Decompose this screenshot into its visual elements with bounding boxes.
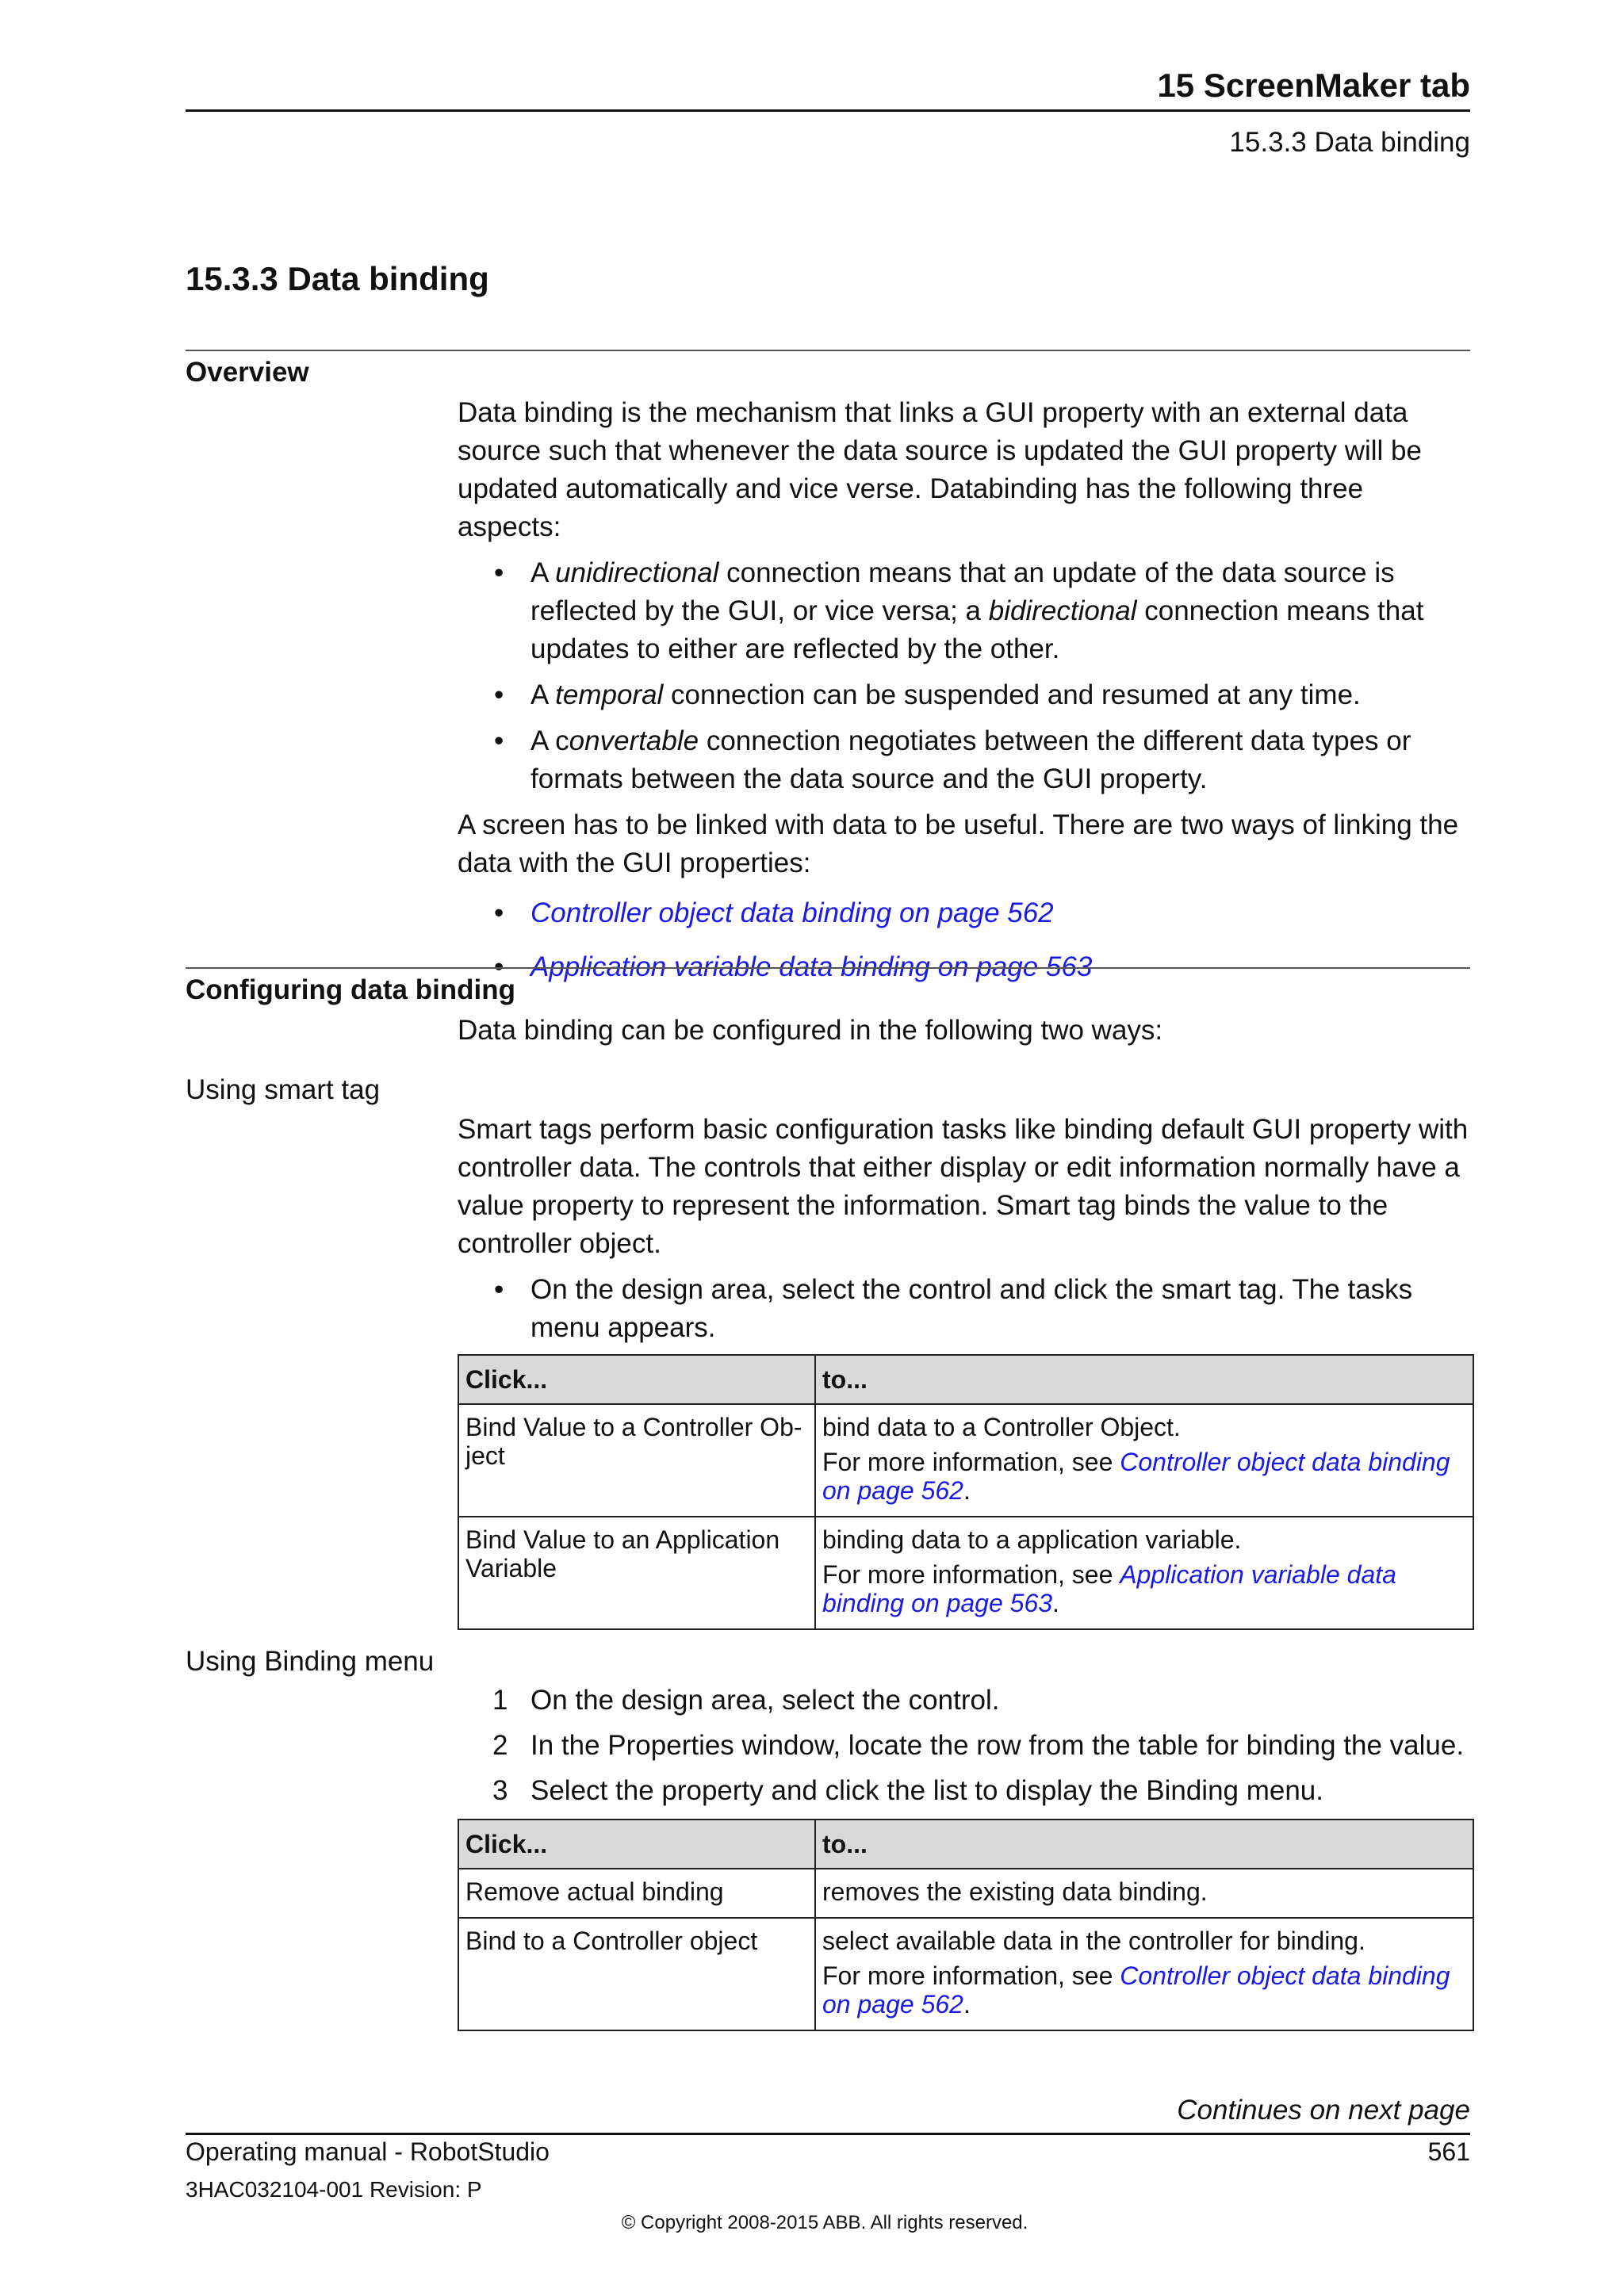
table-header-row bbox=[458, 1355, 1473, 1404]
smart-tag-table bbox=[458, 1354, 1474, 1630]
page-title: 15.3.3 Data binding bbox=[186, 260, 489, 297]
list-item: • A unidirectional connection means that an update of the data source is reflected by the GUI, or vice versa; a bidirectional connection means that updates to either are reflected by the other. bbox=[530, 554, 1473, 668]
table-header-row bbox=[458, 1820, 1473, 1869]
header-rule bbox=[186, 109, 1470, 112]
configuring-intro: Data binding can be configured in the following two ways: bbox=[458, 1015, 1163, 1046]
controller-object-link[interactable]: Controller object data binding on page 562 bbox=[822, 1961, 1450, 2019]
list-item: • On the design area, select the control and click the smart tag. The tasks menu appears. bbox=[530, 1271, 1473, 1347]
chapter-header: 15 ScreenMaker tab bbox=[1157, 67, 1470, 104]
overview-rule bbox=[186, 350, 1470, 351]
manual-name: Operating manual - RobotStudio bbox=[186, 2137, 550, 2166]
overview-intro: Data binding is the mechanism that links a GUI property with an external data source such that whenever the data source is updated the GUI property will be updated automatically and vice verse. Databinding has the following three aspects: bbox=[458, 397, 1422, 542]
table-cell: removes the existing data binding. bbox=[815, 1869, 1473, 1918]
table-row bbox=[458, 1918, 1473, 2030]
list-item: 2 In the Properties window, locate the row from the table for binding the value. bbox=[492, 1730, 1465, 1761]
table-row bbox=[458, 1404, 1473, 1517]
link-list bbox=[458, 890, 1473, 990]
copyright: © Copyright 2008-2015 ABB. All rights reserved. bbox=[621, 2212, 1028, 2233]
smart-tag-label: Using smart tag bbox=[186, 1074, 381, 1105]
list-item: 1 On the design area, select the control. bbox=[492, 1685, 1000, 1716]
application-variable-link[interactable]: Application variable data binding on page 563 bbox=[822, 1560, 1396, 1617]
controller-object-link[interactable]: Controller object data binding on page 562 bbox=[822, 1448, 1450, 1505]
smart-tag-body bbox=[458, 1111, 1473, 1355]
table-row bbox=[458, 1869, 1473, 1918]
table-header: Click... bbox=[458, 1820, 815, 1869]
list-item: 3 Select the property and click the list to display the Binding menu. bbox=[492, 1775, 1323, 1806]
overview-heading: Overview bbox=[186, 357, 309, 388]
overview-body bbox=[458, 394, 1473, 998]
table-row bbox=[458, 1517, 1473, 1629]
list-item: • A temporal connection can be suspended and resumed at any time. bbox=[530, 676, 1473, 714]
section-header: 15.3.3 Data binding bbox=[1229, 127, 1470, 158]
footer-rule bbox=[186, 2133, 1470, 2135]
document-id: 3HAC032104-001 Revision: P bbox=[186, 2177, 482, 2202]
table-cell: Bind Value to a Controller Ob-ject bbox=[458, 1404, 815, 1517]
linking-text: A screen has to be linked with data to be useful. There are two ways of linking the data with the GUI properties: bbox=[458, 809, 1459, 878]
table-cell: Bind to a Controller object bbox=[458, 1918, 815, 2030]
binding-menu-label: Using Binding menu bbox=[186, 1646, 435, 1677]
application-variable-link[interactable]: Application variable data binding on page 563 bbox=[530, 951, 1093, 982]
table-cell: bind data to a Controller Object. For more information, see Controller object data binding on page 562. bbox=[815, 1404, 1473, 1517]
table-cell: Remove actual binding bbox=[458, 1869, 815, 1918]
smart-tag-text: Smart tags perform basic configuration tasks like binding default GUI property with controller data. The controls that either display or edit information normally have a value property to represent the information. Smart tag binds the value to the controller object. bbox=[458, 1114, 1469, 1259]
aspect-list bbox=[458, 554, 1473, 798]
page-number: 561 bbox=[1427, 2137, 1470, 2166]
binding-menu-steps bbox=[458, 1682, 1473, 1817]
table-cell: select available data in the controller for binding. For more information, see Controller object data binding on page 562. bbox=[815, 1918, 1473, 2030]
controller-object-link[interactable]: Controller object data binding on page 562 bbox=[530, 897, 1054, 928]
configuring-heading: Configuring data binding bbox=[186, 974, 516, 1005]
smart-tag-bullets bbox=[458, 1271, 1473, 1347]
configuring-rule bbox=[186, 967, 1470, 969]
table-cell: binding data to a application variable. For more information, see Application variable data binding on page 563. bbox=[815, 1517, 1473, 1629]
table-cell: Bind Value to an Application Variable bbox=[458, 1517, 815, 1629]
table-header: to... bbox=[815, 1355, 1473, 1404]
list-item bbox=[530, 890, 1473, 936]
table-header: Click... bbox=[458, 1355, 815, 1404]
binding-menu-table bbox=[458, 1819, 1474, 2031]
list-item: • A convertable connection negotiates between the different data types or formats between the data source and the GUI property. bbox=[530, 722, 1473, 798]
table-header: to... bbox=[815, 1820, 1473, 1869]
continues-note: Continues on next page bbox=[1177, 2095, 1470, 2126]
